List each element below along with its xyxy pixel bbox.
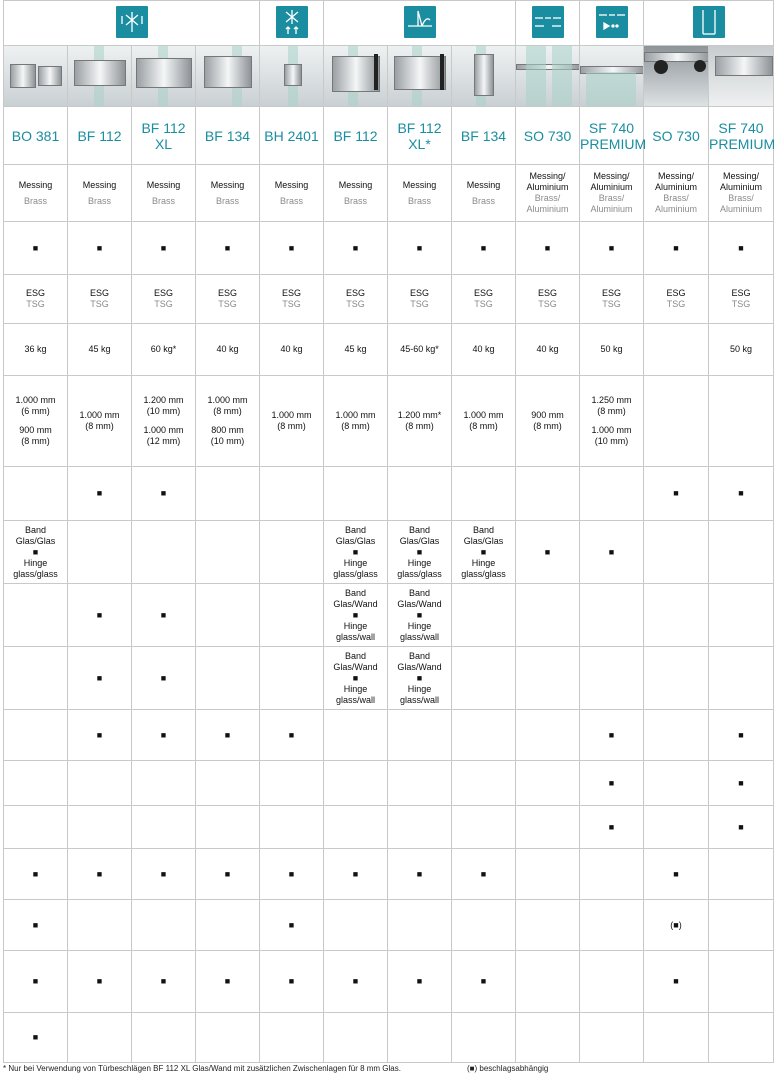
glass-en: TSG [346,299,365,309]
check-mark: ■ [738,242,744,253]
hinge-cell [324,647,388,710]
hinge-label-en: Hinge [343,683,368,694]
photo-bf112 [68,46,132,107]
feature-row-2 [4,467,774,521]
check-mark: ■ [96,729,103,740]
width-d: (12 mm) [146,436,181,446]
hinge-glass-glass-row [4,521,774,584]
hinge-type-de: Glas/Wand [397,661,442,672]
width-b: (8 mm) [213,406,242,416]
hinge-label-en: Hinge [407,683,432,694]
check-mark: ■ [673,242,679,253]
product-name-row [4,107,774,165]
check-mark: ■ [32,976,39,986]
feature-row-8 [4,951,774,1013]
width-cell [516,376,580,467]
photo-bf112xl [132,46,196,107]
check-mark: ■ [673,976,679,986]
hinge-label-en: Hinge [23,557,48,568]
width-a: 1.000 mm [271,410,312,420]
width-b: (8 mm) [533,421,562,431]
check-mark: ■ [608,546,615,557]
mark-cell [260,222,324,275]
glass-de: ESG [25,288,45,298]
width-d: (10 mm) [210,436,245,446]
material-en: Brass [471,195,495,206]
feature-row-5 [4,806,774,849]
product-name: SO 730 [516,107,580,165]
width-d: (8 mm) [21,436,50,446]
glass-type-row [4,275,774,324]
product-name: SF 740 PREMIUM [580,107,644,165]
check-mark: ■ [288,919,295,930]
hinge-cell [324,521,388,584]
category-icon-row [4,1,774,46]
material-cell [452,165,516,222]
photo-bf112xl-pivot [388,46,452,107]
glass-en: TSG [666,299,686,309]
hinge-label-de: Band [472,524,495,535]
icon-cell-hinges [4,1,260,46]
glass-de: ESG [537,288,557,298]
mark-cell [68,222,132,275]
check-mark: ■ [608,777,615,788]
width-a: 1.000 mm [335,410,376,420]
width-cell [709,376,774,467]
width-cell [580,376,644,467]
hinge-label-de: Band [408,524,431,535]
material-en: Brass [215,195,239,206]
hinge-label-de: Band [408,650,431,661]
comparison-sheet [3,0,773,1063]
photo-bo381 [4,46,68,107]
glass-de: ESG [217,288,237,298]
material-en: Brass [151,195,175,206]
width-cell [388,376,452,467]
check-mark: ■ [738,488,744,498]
width-a: 1.200 mm* [397,410,442,420]
mark-cell [709,222,774,275]
hinge-glass-wall-row-1 [4,584,774,647]
material-cell [132,165,196,222]
glass-de: ESG [731,288,751,298]
photo-so730 [516,46,580,107]
check-mark: ■ [480,546,487,557]
check-mark: ■ [224,729,231,740]
check-mark: ■ [160,976,167,986]
hinge-label-en: Hinge [343,620,368,631]
glass-en: TSG [282,299,301,309]
width-cell [324,376,388,467]
product-name: BF 112 XL* [388,107,452,165]
material-cell [388,165,452,222]
product-name: BF 134 [196,107,260,165]
mark-cell [580,222,644,275]
check-mark: ■ [352,546,359,557]
hinge-cell [324,584,388,647]
check-mark: ■ [96,488,103,498]
check-mark: ■ [416,609,423,620]
weight-cell: 40 kg [196,324,260,376]
product-name: BF 112 XL [132,107,196,165]
hinge-label-de: Band [408,587,431,598]
hinge-cell [4,521,68,584]
material-de: Messing/ Aluminium [654,171,697,192]
mark-cell [516,222,580,275]
hinge-label-en: Hinge [407,557,432,568]
check-mark: ■ [416,868,423,879]
icon-cell-sliding-soft [580,1,644,46]
icon-cell-sliding [516,1,580,46]
photo-sf740 [580,46,644,107]
feature-row-9 [4,1013,774,1063]
product-name: BF 112 [324,107,388,165]
hinge-type-de: Glas/Glas [15,535,56,546]
material-cell [709,165,774,222]
product-comparison-table [3,0,774,1063]
width-cell [260,376,324,467]
hinge-type-de: Glas/Wand [333,661,378,672]
glass-de: ESG [601,288,621,298]
double-hinge-icon [116,6,148,38]
weight-cell: 60 kg* [132,324,196,376]
width-a: 1.000 mm [79,410,120,420]
product-name: BF 134 [452,107,516,165]
legend: (■) beschlagsabhängig [467,1064,549,1073]
feature-row-3 [4,710,774,761]
width-b: (6 mm) [21,406,50,416]
check-mark: ■ [288,976,295,986]
hinge-type-de: Glas/Wand [333,598,378,609]
check-mark: ■ [416,976,423,986]
mark-cell [388,222,452,275]
width-b: (8 mm) [469,421,498,431]
check-mark: ■ [32,1032,39,1042]
material-de: Messing [274,179,309,190]
material-cell [196,165,260,222]
check-mark: ■ [544,242,551,253]
check-mark: ■ [738,729,744,740]
check-mark: ■ [32,546,39,557]
width-b: (8 mm) [341,421,370,431]
check-mark: ■ [288,868,295,879]
check-mark: ■ [96,242,103,253]
glass-de: ESG [473,288,493,298]
width-c: 1.000 mm [591,425,632,435]
check-mark: ■ [738,821,744,832]
material-en: Brass [23,195,47,206]
width-cell [644,376,709,467]
width-d: (10 mm) [594,436,629,446]
glass-de: ESG [281,288,301,298]
material-en: Brass [87,195,111,206]
width-row [4,376,774,467]
width-c: 800 mm [211,425,244,435]
material-en: Brass/ Aluminium [654,193,697,214]
weight-cell: 36 kg [4,324,68,376]
check-mark: ■ [608,729,615,740]
weight-row [4,324,774,376]
check-mark: ■ [352,609,359,620]
check-mark: ■ [32,919,39,930]
check-mark: ■ [160,672,167,683]
hinge-type-en: glass/glass [13,568,58,579]
width-cell [196,376,260,467]
feature-row-7 [4,900,774,951]
check-mark: ■ [32,242,39,253]
glass-de: ESG [89,288,109,298]
mark-cell [452,222,516,275]
hinge-cell [452,521,516,584]
material-row [4,165,774,222]
material-cell [260,165,324,222]
optional-mark: (■) [670,919,682,930]
glass-en: TSG [474,299,493,309]
check-mark: ■ [96,609,103,620]
material-en: Brass/ Aluminium [590,193,633,214]
material-de: Messing [146,179,181,190]
weight-cell: 50 kg [580,324,644,376]
hinge-label-de: Band [344,587,367,598]
sliding-track-icon [532,6,564,38]
hinge-cell [388,521,452,584]
width-cell [452,376,516,467]
hinge-type-de: Glas/Glas [399,535,440,546]
width-a: 1.000 mm [463,410,504,420]
weight-cell: 50 kg [709,324,774,376]
material-de: Messing [210,179,245,190]
check-mark: ■ [32,868,39,879]
width-a: 1.000 mm [15,395,56,405]
hinge-type-de: Glas/Wand [397,598,442,609]
product-name: SO 730 [644,107,709,165]
weight-cell: 40 kg [260,324,324,376]
mark-cell [324,222,388,275]
check-mark: ■ [416,242,423,253]
glass-de: ESG [153,288,173,298]
fixed-panel-icon [693,6,725,38]
weight-cell: 45 kg [324,324,388,376]
sliding-soft-close-icon [596,6,628,38]
width-a: 1.000 mm [207,395,248,405]
glass-en: TSG [731,299,751,309]
hinge-label-en: Hinge [471,557,496,568]
feature-row-1 [4,222,774,275]
glass-en: TSG [90,299,109,309]
material-de: Messing [338,179,373,190]
material-de: Messing/ Aluminium [719,171,762,192]
material-en: Brass [279,195,303,206]
material-cell [644,165,709,222]
material-de: Messing [466,179,501,190]
check-mark: ■ [352,868,359,879]
hinge-type-en: glass/glass [333,568,378,579]
glass-en: TSG [26,299,45,309]
material-cell [580,165,644,222]
glass-en: TSG [602,299,621,309]
hinge-label-de: Band [344,650,367,661]
glass-en: TSG [154,299,173,309]
check-mark: ■ [480,976,487,986]
check-mark: ■ [160,868,167,879]
photo-bf112-pivot [324,46,388,107]
glass-de: ESG [409,288,429,298]
product-name: BF 112 [68,107,132,165]
check-mark: ■ [673,868,679,879]
material-cell [68,165,132,222]
weight-cell [644,324,709,376]
check-mark: ■ [160,729,167,740]
hinge-type-de: Glas/Glas [463,535,504,546]
width-b: (8 mm) [597,406,626,416]
check-mark: ■ [608,242,615,253]
check-mark: ■ [160,609,167,620]
product-name: BO 381 [4,107,68,165]
check-mark: ■ [352,672,359,683]
hinge-type-en: glass/wall [335,631,375,642]
check-mark: ■ [673,488,679,498]
hinge-glass-wall-row-2 [4,647,774,710]
check-mark: ■ [544,546,551,557]
hinge-label-en: Hinge [407,620,432,631]
check-mark: ■ [288,242,295,253]
weight-cell: 40 kg [516,324,580,376]
mark-cell [644,222,709,275]
photo-sf740-fixed [709,46,774,107]
check-mark: ■ [352,242,359,253]
check-mark: ■ [416,672,423,683]
check-mark: ■ [160,488,167,498]
hinge-type-en: glass/wall [399,694,439,705]
width-cell [4,376,68,467]
feature-row-4 [4,761,774,806]
product-name: SF 740 PREMIUM [709,107,774,165]
check-mark: ■ [480,868,487,879]
product-photo-row [4,46,774,107]
material-cell [324,165,388,222]
width-b: (8 mm) [277,421,306,431]
check-mark: ■ [224,242,231,253]
check-mark: ■ [288,729,295,740]
icon-cell-fixed [644,1,774,46]
hinge-label-en: Hinge [343,557,368,568]
check-mark: ■ [738,777,744,788]
mark-cell [196,222,260,275]
material-en: Brass [343,195,367,206]
check-mark: ■ [96,672,103,683]
check-mark: ■ [480,242,487,253]
material-cell [516,165,580,222]
double-hinge-lift-icon [276,6,308,38]
width-a: 900 mm [531,410,564,420]
glass-de: ESG [345,288,365,298]
glass-en: TSG [218,299,237,309]
glass-en: TSG [538,299,557,309]
weight-cell: 45 kg [68,324,132,376]
photo-bf134 [196,46,260,107]
pivot-curve-icon [404,6,436,38]
material-cell [4,165,68,222]
hinge-type-en: glass/wall [399,631,439,642]
check-mark: ■ [352,976,359,986]
check-mark: ■ [224,976,231,986]
width-cell [68,376,132,467]
material-en: Brass/ Aluminium [719,193,762,214]
material-de: Messing [82,179,117,190]
material-de: Messing [18,179,53,190]
hinge-cell [388,584,452,647]
material-de: Messing/ Aluminium [526,171,569,192]
hinge-label-de: Band [24,524,47,535]
feature-row-6 [4,849,774,900]
product-name: BH 2401 [260,107,324,165]
hinge-cell [388,647,452,710]
material-en: Brass [407,195,431,206]
width-b: (8 mm) [85,421,114,431]
hinge-type-en: glass/wall [335,694,375,705]
check-mark: ■ [416,546,423,557]
width-a: 1.200 mm [143,395,184,405]
width-cell [132,376,196,467]
check-mark: ■ [96,868,103,879]
width-c: 1.000 mm [143,425,184,435]
check-mark: ■ [160,242,167,253]
width-c: 900 mm [19,425,52,435]
glass-en: TSG [410,299,429,309]
hinge-label-de: Band [344,524,367,535]
photo-bh2401 [260,46,324,107]
photo-bf134-pivot [452,46,516,107]
check-mark: ■ [608,821,615,832]
width-a: 1.250 mm [591,395,632,405]
material-de: Messing [402,179,437,190]
material-en: Brass/ Aluminium [526,193,569,214]
footnote: * Nur bei Verwendung von Türbeschlägen BF 112 XL Glas/Wand mit zusätzlichen Zwischenlagen für 8 mm Glas. [3,1064,401,1073]
check-mark: ■ [224,868,231,879]
weight-cell: 45-60 kg* [388,324,452,376]
width-b: (10 mm) [146,406,181,416]
weight-cell: 40 kg [452,324,516,376]
icon-cell-lift [260,1,324,46]
width-b: (8 mm) [405,421,434,431]
mark-cell [132,222,196,275]
mark-cell [4,222,68,275]
check-mark: ■ [96,976,103,986]
photo-so730-fixed [644,46,709,107]
material-de: Messing/ Aluminium [590,171,633,192]
glass-de: ESG [666,288,686,298]
icon-cell-pivot [324,1,516,46]
hinge-type-de: Glas/Glas [335,535,376,546]
hinge-type-en: glass/glass [397,568,442,579]
hinge-type-en: glass/glass [461,568,506,579]
